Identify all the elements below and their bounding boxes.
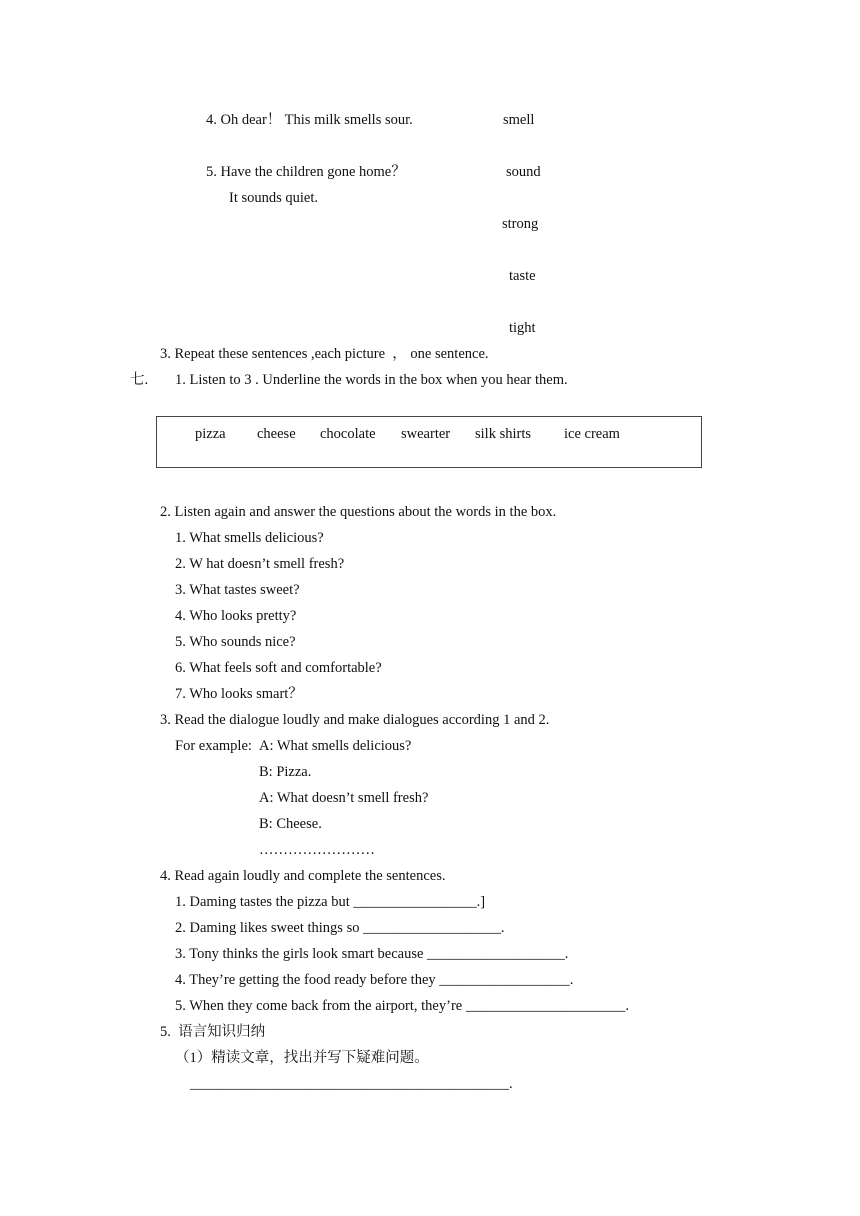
question: 5. Who sounds nice? bbox=[175, 634, 296, 650]
example-line: B: Pizza. bbox=[259, 764, 312, 780]
word-tight: tight bbox=[509, 320, 536, 336]
box-word-swearter: swearter bbox=[401, 426, 451, 442]
word-box bbox=[156, 416, 702, 468]
fill-sentence: 1. Daming tastes the pizza but _________________.] bbox=[175, 894, 486, 910]
matching-item-5: 5. Have the children gone home？ bbox=[206, 164, 406, 180]
question: 1. What smells delicious? bbox=[175, 530, 324, 546]
word-sound: sound bbox=[506, 164, 541, 180]
box-word-ice-cream: ice cream bbox=[564, 426, 620, 442]
task-2-instruction: 2. Listen again and answer the questions about the words in the box. bbox=[160, 504, 557, 520]
box-word-pizza: pizza bbox=[195, 426, 226, 442]
box-word-cheese: cheese bbox=[257, 426, 296, 442]
question: 3. What tastes sweet? bbox=[175, 582, 300, 598]
activity-3-instruction: 3. Repeat these sentences ,each picture ， one sentence. bbox=[160, 346, 489, 362]
question: 4. Who looks pretty? bbox=[175, 608, 297, 624]
box-word-chocolate: chocolate bbox=[320, 426, 376, 442]
question: 2. W hat doesn’t smell fresh? bbox=[175, 556, 345, 572]
matching-item-4: 4. Oh dear！ This milk smells sour. bbox=[206, 112, 413, 128]
matching-item-5-answer: It sounds quiet. bbox=[229, 190, 319, 206]
fill-sentence: 5. When they come back from the airport, they’re ______________________. bbox=[175, 998, 629, 1014]
fill-sentence: 3. Tony thinks the girls look smart because ___________________. bbox=[175, 946, 569, 962]
example-label: For example: bbox=[175, 738, 252, 754]
word-smell: smell bbox=[503, 112, 535, 128]
task-5-instruction: （1）精读文章，找出并写下疑难问题。 bbox=[175, 1050, 429, 1066]
word-strong: strong bbox=[502, 216, 539, 232]
task-5-heading: 5. 语言知识归纳 bbox=[160, 1024, 266, 1040]
example-ellipsis: …………………… bbox=[259, 842, 375, 858]
section-number: 七. bbox=[130, 372, 149, 388]
task-4-instruction: 4. Read again loudly and complete the sentences. bbox=[160, 868, 446, 884]
fill-sentence: 2. Daming likes sweet things so ___________________. bbox=[175, 920, 505, 936]
question: 7. Who looks smart？ bbox=[175, 686, 303, 702]
example-line: B: Cheese. bbox=[259, 816, 322, 832]
example-line: A: What smells delicious? bbox=[259, 738, 412, 754]
box-word-silk-shirts: silk shirts bbox=[475, 426, 531, 442]
answer-line: ____________________________________________. bbox=[190, 1076, 513, 1092]
word-taste: taste bbox=[509, 268, 536, 284]
task-3-instruction: 3. Read the dialogue loudly and make dialogues according 1 and 2. bbox=[160, 712, 550, 728]
fill-sentence: 4. They’re getting the food ready before they __________________. bbox=[175, 972, 574, 988]
example-line: A: What doesn’t smell fresh? bbox=[259, 790, 429, 806]
question: 6. What feels soft and comfortable? bbox=[175, 660, 382, 676]
task-1-instruction: 1. Listen to 3 . Underline the words in the box when you hear them. bbox=[175, 372, 568, 388]
